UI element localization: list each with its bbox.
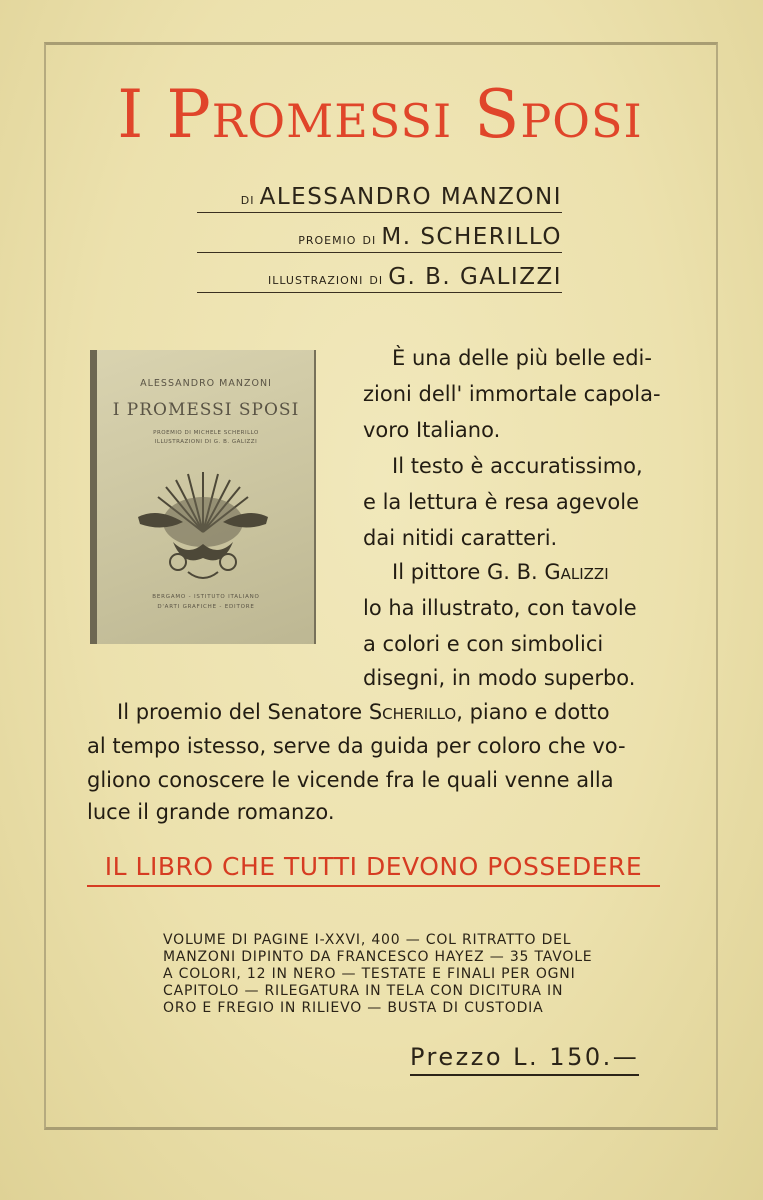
description-line: e la lettura è resa agevole (363, 490, 640, 514)
author-name: ALESSANDRO MANZONI (259, 184, 562, 210)
description-line: Il testo è accuratissimo, (392, 454, 643, 478)
spec-line: A COLORI, 12 IN NERO — TESTATE E FINALI PER OGNI (163, 966, 576, 982)
description-line: voro Italiano. (363, 418, 501, 442)
illustrator-credit-prefix: illustrazioni di (267, 269, 384, 288)
description-text: , piano e dotto (456, 700, 610, 724)
author-credit-prefix: di (240, 189, 255, 208)
description-text: Il pittore G. B. (392, 560, 545, 584)
page-title: I Promessi Sposi (117, 76, 643, 153)
description-line: gliono conoscere le vicende fra le quali venne alla (87, 768, 614, 792)
painter-name: Galizzi (544, 560, 609, 584)
description-line (392, 560, 609, 584)
spec-line: ORO E FREGIO IN RILIEVO — BUSTA DI CUSTODIA (163, 1000, 544, 1016)
author-credit (197, 184, 562, 213)
book-cover-publisher: BERGAMO - ISTITUTO ITALIANO (152, 594, 260, 600)
book-cover-image (90, 350, 316, 644)
description-line (117, 700, 610, 724)
senator-name: Scherillo (368, 700, 457, 724)
illustrator-name: G. B. GALIZZI (388, 264, 562, 290)
book-cover-subtitle: PROEMIO DI MICHELE SCHERILLO (153, 430, 259, 436)
book-cover-title: I PROMESSI SPOSI (112, 400, 300, 420)
description-line: zioni dell' immortale capola- (363, 382, 661, 406)
description-line: al tempo istesso, serve da guida per coloro che vo- (87, 734, 626, 758)
spec-line: VOLUME DI PAGINE I-XXVI, 400 — COL RITRATTO DEL (163, 932, 572, 948)
description-line: È una delle più belle edi- (392, 346, 652, 370)
description-line: lo ha illustrato, con tavole (363, 596, 637, 620)
spec-line: MANZONI DIPINTO DA FRANCESCO HAYEZ — 35 TAVOLE (163, 949, 593, 965)
description-line: luce il grande romanzo. (87, 800, 335, 824)
price: Prezzo L. 150.— (410, 1043, 639, 1076)
preface-author-name: M. SCHERILLO (381, 224, 562, 250)
spec-line: CAPITOLO — RILEGATURA IN TELA CON DICITURA IN (163, 983, 564, 999)
description-line: dai nitidi caratteri. (363, 526, 558, 550)
preface-credit-prefix: proemio di (298, 229, 377, 248)
book-spine (90, 350, 97, 644)
slogan: IL LIBRO CHE TUTTI DEVONO POSSEDERE (87, 852, 660, 887)
book-cover-publisher: D'ARTI GRAFICHE - EDITORE (157, 604, 255, 610)
description-line: a colori e con simbolici (363, 632, 604, 656)
description-line: disegni, in modo superbo. (363, 666, 636, 690)
ornament-icon (128, 462, 278, 587)
illustrator-credit (197, 264, 562, 293)
book-cover-subtitle: ILLUSTRAZIONI DI G. B. GALIZZI (154, 439, 258, 445)
description-text: Il proemio del Senatore (117, 700, 369, 724)
preface-credit (197, 224, 562, 253)
book-cover-author: ALESSANDRO MANZONI (140, 378, 272, 389)
